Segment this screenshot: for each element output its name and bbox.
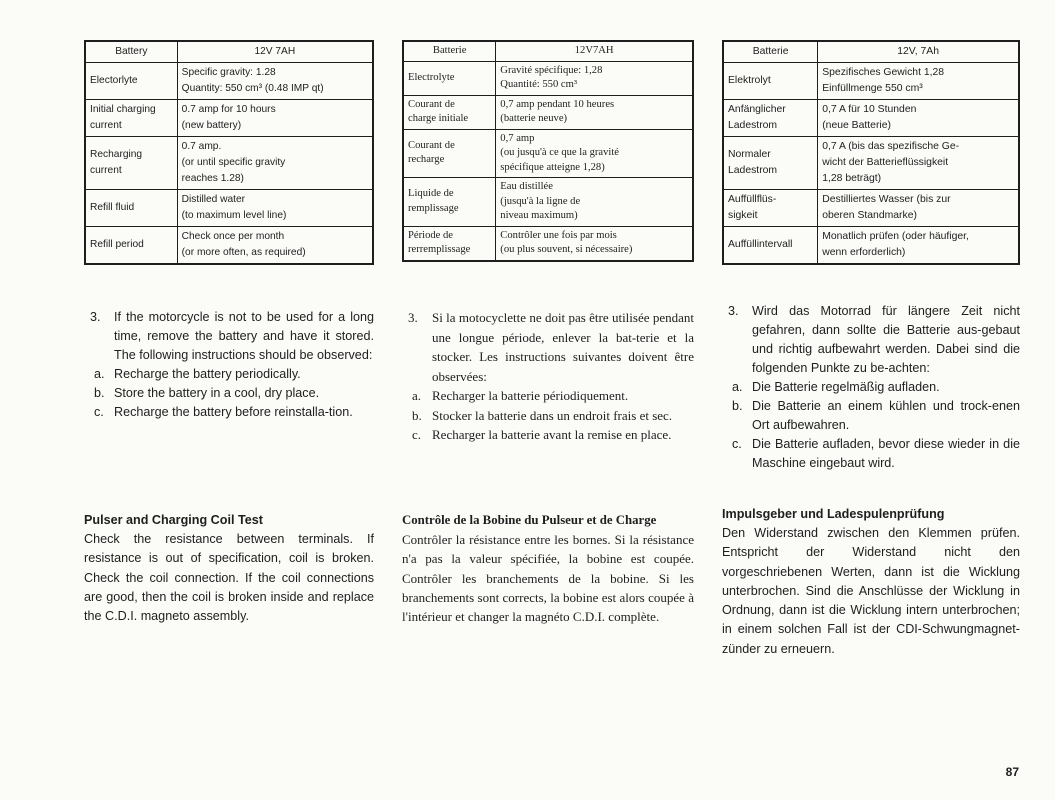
sub-step-b bbox=[84, 384, 374, 403]
step-number: 3. bbox=[728, 304, 739, 318]
table-cell-value: Specific gravity: 1.28 Quantity: 550 cm³ (0.48 IMP qt) bbox=[177, 63, 373, 100]
table-cell-value: Monatlich prüfen (oder häufiger, wenn erforderlich) bbox=[818, 227, 1019, 265]
coil-test-section-german bbox=[722, 505, 1020, 659]
section-heading: Impulsgeber und Ladespulenprüfung bbox=[722, 507, 945, 521]
sub-step-mark: a. bbox=[732, 380, 743, 394]
table-cell-value: 0,7 A (bis das spezifische Ge- wicht der Batterieflüssigkeit 1,28 beträgt) bbox=[818, 137, 1019, 190]
step-text: Si la motocyclette ne doit pas être utilisée pendant une longue période, enlever la bat-terie et la stocker. Les instructions suivantes doivent être observées: bbox=[432, 310, 694, 384]
table-cell-value: 0,7 amp (ou jusqu'à ce que la gravité spécifique atteigne 1,28) bbox=[496, 129, 693, 178]
sub-step-a bbox=[84, 365, 374, 384]
table-cell-value: 0,7 A für 10 Stunden (neue Batterie) bbox=[818, 100, 1019, 137]
table-cell-value: Distilled water (to maximum level line) bbox=[177, 190, 373, 227]
table-cell-key: Electorlyte bbox=[85, 63, 177, 100]
table-row bbox=[723, 190, 1019, 227]
table-cell-value: Destilliertes Wasser (bis zur oberen Standmarke) bbox=[818, 190, 1019, 227]
table-cell-value: 0,7 amp pendant 10 heures (batterie neuve) bbox=[496, 95, 693, 129]
sub-step-mark: a. bbox=[412, 388, 422, 403]
table-cell-key: Auffüllintervall bbox=[723, 227, 818, 265]
sub-step-mark: b. bbox=[412, 407, 422, 423]
step-3 bbox=[402, 308, 694, 386]
table-row bbox=[723, 100, 1019, 137]
table-header-key: Batterie bbox=[723, 41, 818, 63]
table-cell-value: Contrôler une fois par mois (ou plus souvent, si nécessaire) bbox=[496, 226, 693, 261]
sub-step-mark: c. bbox=[412, 427, 422, 442]
section-body: Den Widerstand zwischen den Klemmen prüfen. Entspricht der Widerstand nicht den vorgeschriebenen Werten, dann ist die Wicklung unterbrochen. Sind die Anschlüsse der Wicklung in Ordnung, dann ist die Wicklung intern unterbrochen; in einem solchen Fall ist der CDI-Schwungmagnet-zünder zu erneuern. bbox=[722, 526, 1020, 656]
sub-step-mark: b. bbox=[94, 386, 105, 400]
sub-step-text: Recharger la batterie périodiquement. bbox=[432, 388, 629, 403]
sub-step-text: Recharger la batterie avant la remise en place. bbox=[432, 427, 672, 442]
battery-spec-table-german bbox=[722, 40, 1020, 265]
table-cell-key: Auffüllflüs- sigkeit bbox=[723, 190, 818, 227]
table-header-key: Battery bbox=[85, 41, 177, 63]
sub-step-c bbox=[402, 425, 694, 445]
table-cell-value: Spezifisches Gewicht 1,28 Einfüllmenge 550 cm³ bbox=[818, 63, 1019, 100]
table-cell-key: Initial charging current bbox=[85, 100, 177, 137]
table-cell-key: Refill period bbox=[85, 227, 177, 265]
table-cell-key: Liquide de remplissage bbox=[403, 178, 496, 227]
table-cell-key: Elektrolyt bbox=[723, 63, 818, 100]
sub-step-text: Recharge the battery periodically. bbox=[114, 367, 301, 381]
table-cell-value: Gravité spécifique: 1,28 Quantité: 550 cm³ bbox=[496, 61, 693, 95]
sub-step-text: Die Batterie regelmäßig aufladen. bbox=[752, 380, 940, 394]
sub-step-mark: b. bbox=[732, 399, 743, 413]
table-cell-value: 0.7 amp. (or until specific gravity reaches 1.28) bbox=[177, 137, 373, 190]
storage-instructions-french bbox=[402, 308, 694, 445]
battery-spec-table-english bbox=[84, 40, 374, 265]
sub-step-c bbox=[84, 403, 374, 422]
table-cell-value: Eau distillée (jusqu'à la ligne de niveau maximum) bbox=[496, 178, 693, 227]
coil-test-section-french bbox=[402, 511, 694, 626]
sub-step-c bbox=[722, 435, 1020, 473]
coil-test-section-english bbox=[84, 511, 374, 626]
table-cell-value: 0.7 amp for 10 hours (new battery) bbox=[177, 100, 373, 137]
step-text: Wird das Motorrad für längere Zeit nicht gefahren, dann sollte die Batterie aus-gebaut und richtig aufbewahrt werden. Dabei sind die folgenden Punkte zu be-achten: bbox=[752, 304, 1020, 375]
sub-step-text: Recharge the battery before reinstalla-tion. bbox=[114, 405, 353, 419]
page-number: 87 bbox=[1005, 765, 1019, 779]
table-row bbox=[403, 129, 693, 178]
sub-step-text: Die Batterie aufladen, bevor diese wieder in die Maschine eingebaut wird. bbox=[752, 437, 1020, 470]
table-row bbox=[403, 178, 693, 227]
sub-step-mark: c. bbox=[94, 405, 104, 419]
step-number: 3. bbox=[408, 310, 418, 325]
battery-spec-table-french bbox=[402, 40, 694, 262]
section-heading: Contrôle de la Bobine du Pulseur et de Charge bbox=[402, 513, 657, 527]
storage-instructions-english bbox=[84, 308, 374, 422]
table-header-row bbox=[723, 41, 1019, 63]
table-cell-key: Courant de recharge bbox=[403, 129, 496, 178]
table-row bbox=[403, 95, 693, 129]
table-cell-value: Check once per month (or more often, as required) bbox=[177, 227, 373, 265]
table-row bbox=[403, 226, 693, 261]
table-header-value: 12V7AH bbox=[496, 41, 693, 61]
step-text: If the motorcycle is not to be used for a long time, remove the battery and have it stored. The following instructions should be observed: bbox=[114, 310, 374, 362]
storage-instructions-german bbox=[722, 302, 1020, 473]
table-row bbox=[403, 61, 693, 95]
table-row bbox=[85, 137, 373, 190]
section-heading: Pulser and Charging Coil Test bbox=[84, 513, 263, 527]
table-row bbox=[723, 63, 1019, 100]
sub-step-a bbox=[402, 386, 694, 406]
table-cell-key: Electrolyte bbox=[403, 61, 496, 95]
table-header-row bbox=[403, 41, 693, 61]
sub-step-text: Stocker la batterie dans un endroit frais et sec. bbox=[432, 407, 673, 423]
table-cell-key: Normaler Ladestrom bbox=[723, 137, 818, 190]
step-3 bbox=[84, 308, 374, 365]
table-header-value: 12V 7AH bbox=[177, 41, 373, 63]
sub-step-text: Die Batterie an einem kühlen und trock-enen Ort aufbewahren. bbox=[752, 399, 1020, 432]
step-number: 3. bbox=[90, 310, 101, 324]
section-body: Check the resistance between terminals. If resistance is out of specification, coil is broken. Check the coil connection. If the coil connections are good, then the coil is broken inside and replace the C.D.I. magneto assembly. bbox=[84, 532, 374, 624]
section-body: Contrôler la résistance entre les bornes. Si la résistance n'a pas la valeur spécifiée, la bobine est coupée. Contrôler les branchements de la bobine. Si les branchements sont corrects, la bobine est alors coupée à l'intérieur et changer la magnéto C.D.I. complète. bbox=[402, 532, 694, 625]
table-row bbox=[85, 100, 373, 137]
sub-step-b bbox=[722, 397, 1020, 435]
table-header-key: Batterie bbox=[403, 41, 496, 61]
table-cell-key: Courant de charge initiale bbox=[403, 95, 496, 129]
sub-step-a bbox=[722, 378, 1020, 397]
table-cell-key: Recharging current bbox=[85, 137, 177, 190]
sub-step-text: Store the battery in a cool, dry place. bbox=[114, 386, 320, 400]
table-row bbox=[723, 227, 1019, 265]
table-row bbox=[85, 63, 373, 100]
table-header-value: 12V, 7Ah bbox=[818, 41, 1019, 63]
step-3 bbox=[722, 302, 1020, 378]
table-cell-key: Période de rerremplissage bbox=[403, 226, 496, 261]
table-row bbox=[85, 227, 373, 265]
table-row bbox=[723, 137, 1019, 190]
sub-step-mark: a. bbox=[94, 367, 105, 381]
table-cell-key: Refill fluid bbox=[85, 190, 177, 227]
sub-step-b bbox=[402, 406, 694, 426]
table-cell-key: Anfänglicher Ladestrom bbox=[723, 100, 818, 137]
sub-step-mark: c. bbox=[732, 437, 742, 451]
table-row bbox=[85, 190, 373, 227]
table-header-row bbox=[85, 41, 373, 63]
